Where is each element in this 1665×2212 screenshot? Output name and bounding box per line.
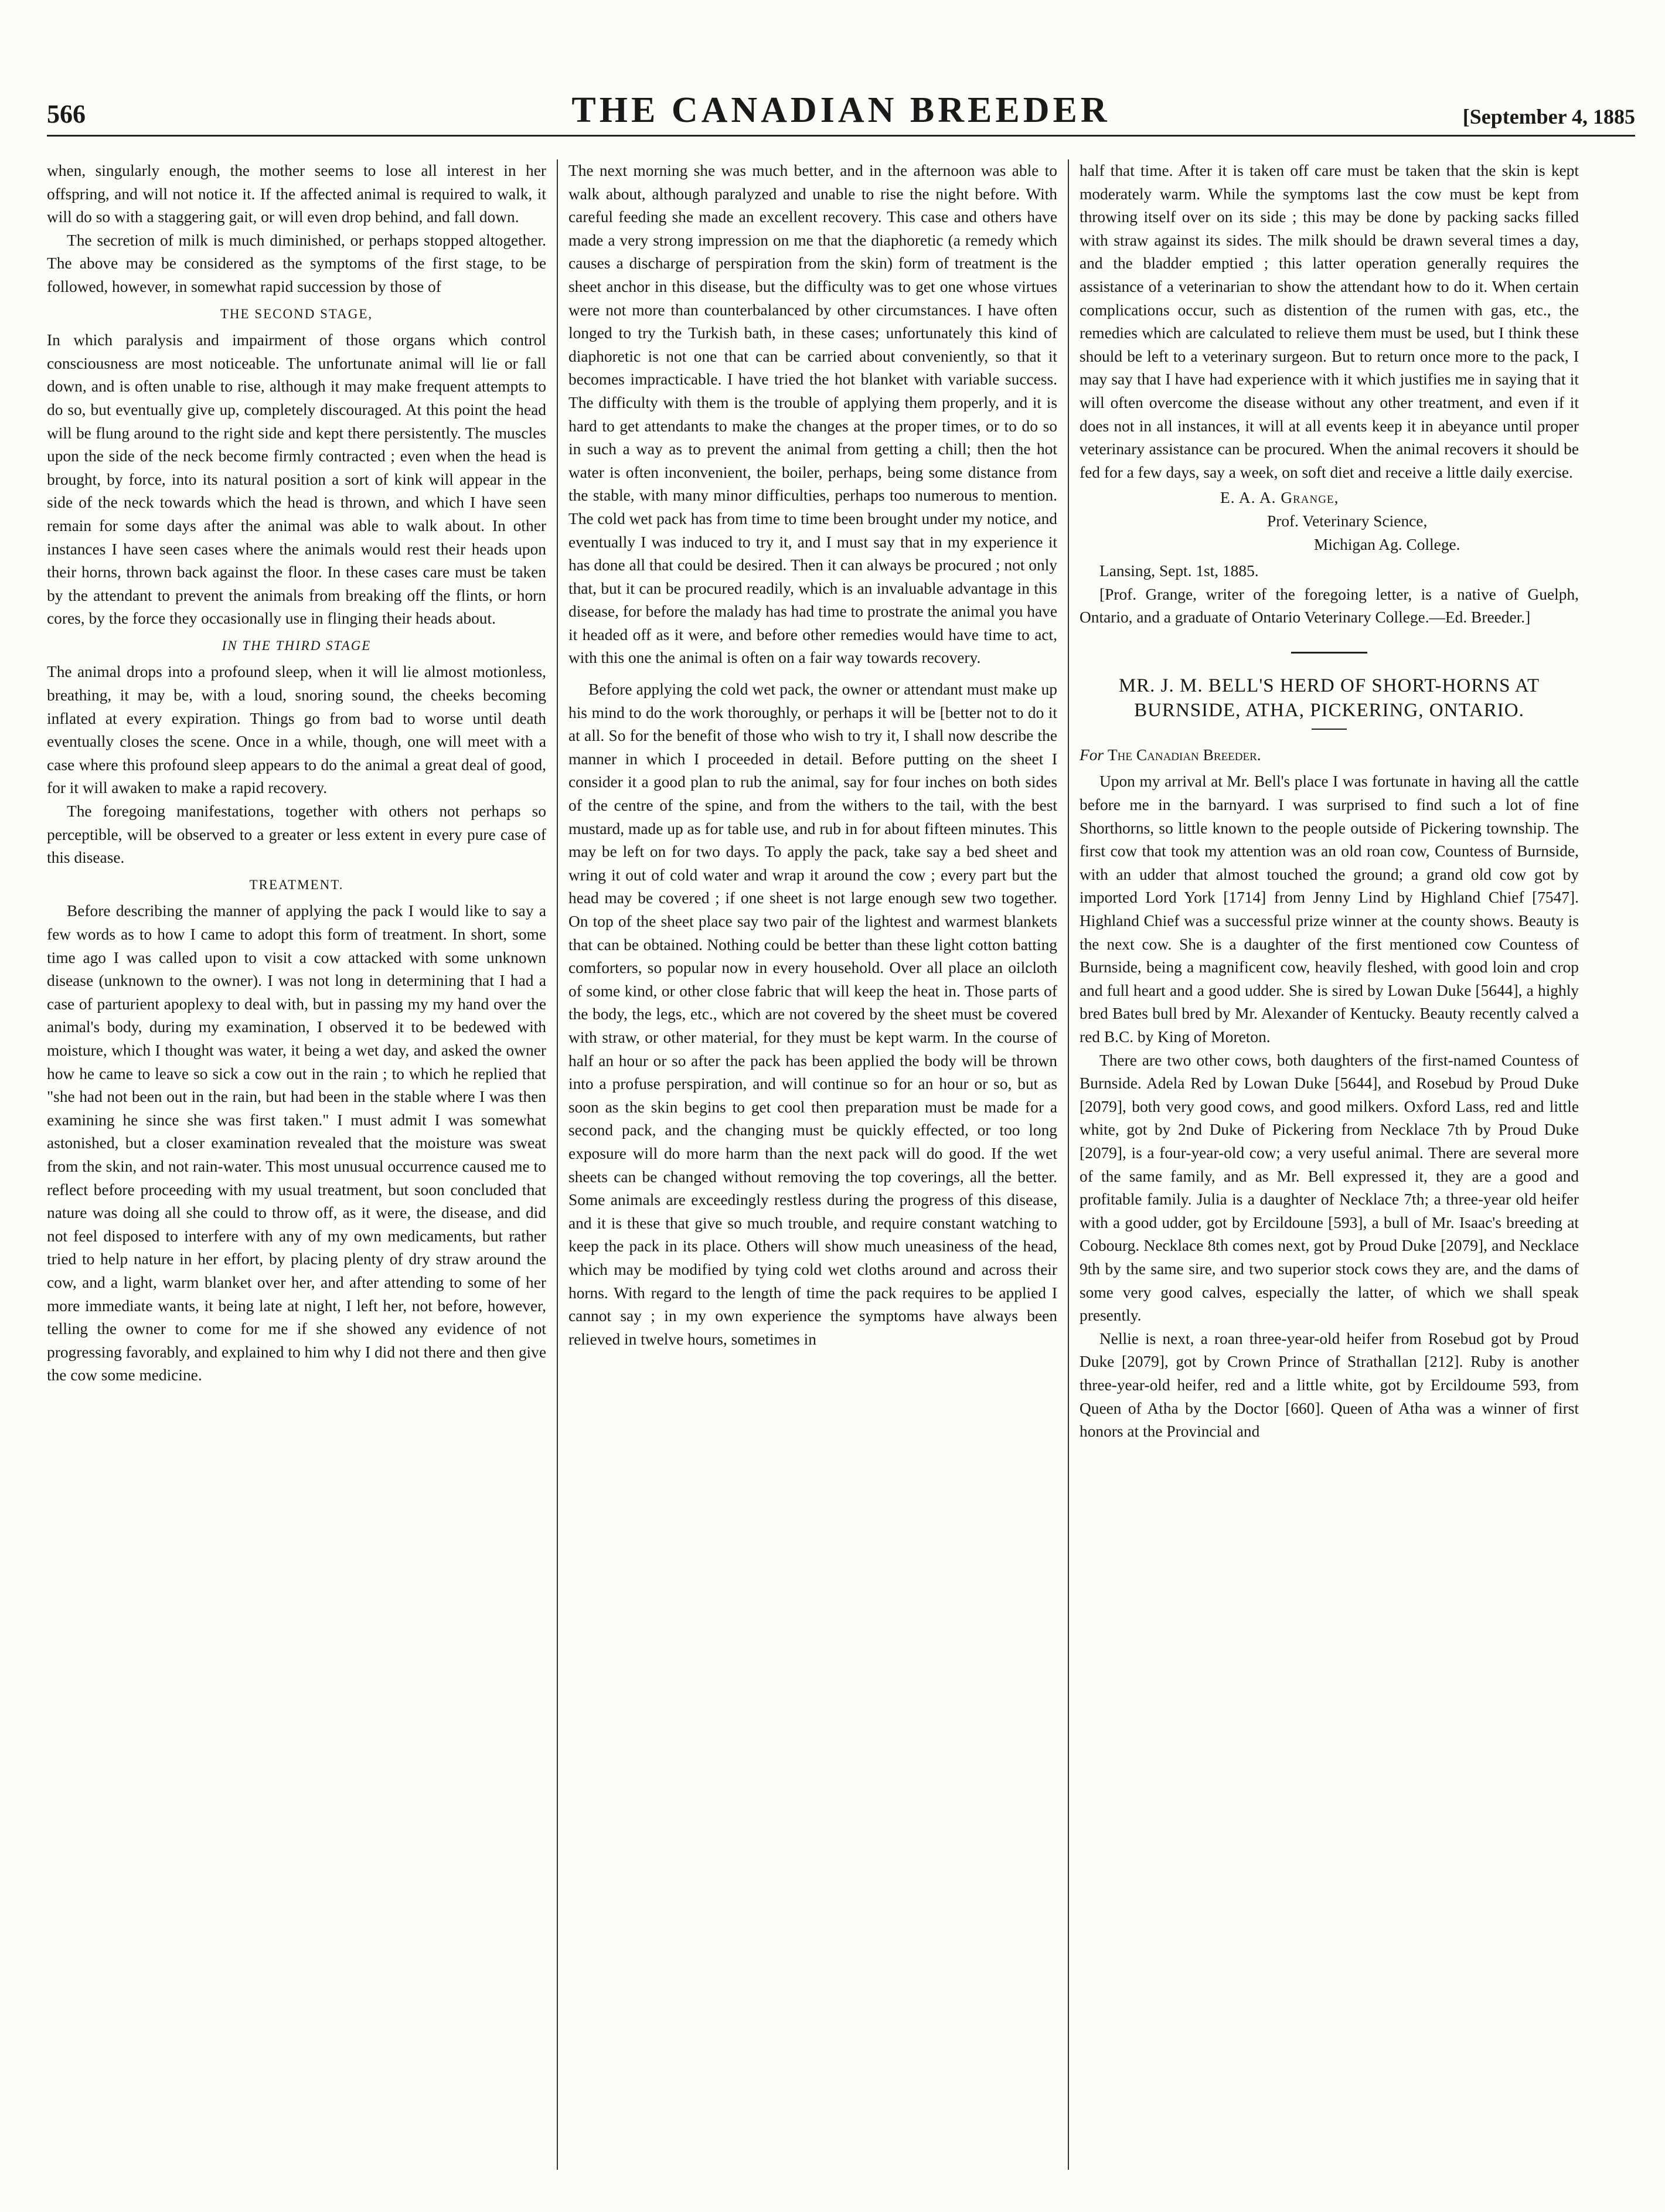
paragraph: Before describing the manner of applying the pack I would like to say a few words as to how I came to adopt this form of treatment. In short, some time ago I was called upon to visit a cow attacked with some unknown disease (unknown to the owner). I was not long in determining that I had a case of parturient apoplexy to deal with, but in passing my my hand over the animal's body, during my examination, I observed it to be bedewed with moisture, which I thought was water, it being a wet day, and asked the owner how he came to leave so sick a cow out in the rain ; to which he replied that "she had not been out in the rain, but had been in the stable where I was then examining he since she was first taken." I must admit I was somewhat astonished, but a closer examination revealed that the moisture was sweat from the skin, and not rain-water. This most unusual occurrence caused me to reflect before proceeding with my usual treatment, but soon concluded that nature was doing all she could to throw off, as it were, the disease, and did not feel disposed to interfere with any of my own medicaments, but rather tried to help nature in her effort, by placing plenty of dry straw around the cow, and a light, warm blanket over her, and after attending to some of her more immediate wants, it being late at night, I left her, not before, however, telling the owner to come for me if she showed any evidence of not progressing favorably, and explained to him why I did not there and then give the cow some medicine. [47,902,546,1384]
section-heading: IN THE THIRD STAGE [222,638,372,653]
author-name: E. A. A. Grange, [1220,489,1339,507]
paragraph: Nellie is next, a roan three-year-old heifer from Rosebud got by Proud Duke [2079], got by Crown Prince of Strathallan [212]. Ruby is another three-year-old heifer, red and a little white, got by Ercildoume 593, from Queen of Atha by the Doctor [660]. Queen of Atha was a winner of first honors at the Provincial and [1080,1329,1579,1441]
paragraph: In which paralysis and impairment of those organs which control consciousness are most noticeable. The unfortunate animal will lie or fall down, and is often unable to rise, although it may make frequent attempts to do so, but eventually give up, completely discouraged. At this point the head will be flung around to the right side and kept there persistently. The muscles upon the side of the neck become firmly contracted ; even when the head is brought, by force, into its natural position a sort of kink will appear in the side of the neck towards which the head is thrown, and which I have seen remain for some days after the animal was able to walk about. In other instances I have seen cases where the animals would rest their heads upon their horns, thrown back against the floor. In these cases care must be taken by the attendant to prevent the animals from breaking off the flints, or horn cores, by the force they occasionally use in flinging their heads about. [47,331,546,628]
column-middle [558,159,1068,2170]
editor-note: [Prof. Grange, writer of the foregoing letter, is a native of Guelph, Ontario, and a graduate of Ontario Veterinary College.—Ed. Breeder.] [1080,585,1579,627]
paragraph: Upon my arrival at Mr. Bell's place I was fortunate in having all the cattle before me in the barnyard. I was surprised to find such a lot of fine Shorthorns, so little known to the people outside of Pickering township. The first cow that took my attention was an old roan cow, Countess of Burnside, with an udder that almost touched the ground; a grand old cow got by imported Lord York [1714] from Jenny Lind by Highland Chief [7547]. Highland Chief was a successful prize winner at the county shows. Beauty is the next cow. She is a daughter of the first mentioned cow Countess of Burnside, being a magnificent cow, heavily fleshed, with good loin and crop and full heart and a good udder. She is sired by Lowan Duke [5644], a highly bred Bates bull bred by Mr. Alexander of Kentucky. Beauty recently calved a red B.C. by King of Moreton. [1080,773,1579,1046]
newspaper-page [47,88,1635,2174]
section-heading: THE SECOND STAGE, [220,306,373,321]
paragraph: There are two other cows, both daughters of the first-named Countess of Burnside. Adela Red by Lowan Duke [5644], and Rosebud by Proud Duke [2079], both very good cows, and good milkers. Oxford Lass, red and little white, got by 2nd Duke of Pickering from Necklace 7th by Proud Duke [2079], is a four-year-old cow; a very useful animal. There are several more of the same family, and as Mr. Bell expressed it, they are a good and profitable family. Julia is a daughter of Necklace 7th; a three-year old heifer with a good udder, got by Ercildoune [593], a bull of Mr. Isaac's breeding at Cobourg. Necklace 8th comes next, got by Proud Duke [2079], and Necklace 9th by the same sire, and two superior stock cows they are, and the dams of some very good calves, especially the latter, of which we shall speak presently. [1080,1051,1579,1325]
paragraph: when, singularly enough, the mother seems to lose all interest in her offspring, and will not notice it. If the affected animal is required to walk, it will do so with a staggering gait, or will even drop behind, and fall down. [47,162,546,226]
byline-publication: The Canadian Breeder. [1107,746,1261,764]
signature-block [1080,486,1579,583]
page-number: 566 [47,100,86,128]
paragraph: The foregoing manifestations, together with others not perhaps so perceptible, will be observed to a greater or less extent in every pure case of this disease. [47,802,546,867]
byline-for: For [1080,746,1104,764]
section-divider [1291,652,1367,654]
byline [1080,744,1579,767]
article-columns [47,159,1635,2170]
author-affiliation: Michigan Ag. College. [1314,535,1460,553]
article-title: MR. J. M. BELL'S HERD OF SHORT-HORNS AT BURNSIDE, ATHA, PICKERING, ONTARIO. [1118,675,1540,721]
masthead [47,88,1635,137]
paragraph: Before applying the cold wet pack, the owner or attendant must make up his mind to do the work thoroughly, or perhaps it will be [better not to do it at all. So for the benefit of those who wish to try it, I shall now describe the manner in which I proceeded in detail. Before putting on the sheet I consider it a good plan to rub the animal, say for four inches on both sides of the centre of the spine, and from the withers to the tail, with the best mustard, made up as for table use, and rub in for about fifteen minutes. This may be left on for two days. To apply the pack, take say a bed sheet and wring it out of cold water and wrap it around the cow ; every part but the head may be covered ; if one sheet is not large enough sew two together. On top of the sheet place say two pair of the lightest and warmest blankets that can be obtained. Nothing could be better than these light cotton batting comforters, so popular now in every household. Over all place an oilcloth of some kind, or other close fabric that will keep the heat in. Those parts of the body, the legs, etc., which are not covered by the sheet must be covered with straw, or other material, for they must be kept warm. In the course of half an hour or so after the pack has been applied the body will be thrown into a profuse perspiration, and will continue so for an hour or so, but as soon as the skin begins to get cool then preparation must be made for a second pack, and the changing must be quickly effected, or too long exposure will do more harm than the next pack will do good. If the wet sheets can be changed without removing the top coverings, all the better. Some animals are exceedingly restless during the progress of this disease, and it is these that give so much trouble, and require constant watching to keep the pack in its place. Others will show much uneasiness of the head, which may be modified by tying cold wet cloths around and across their horns. With regard to the length of time the pack requires to be applied I cannot say ; in my own experience the symptoms have always been relieved in twelve hours, sometimes in [568,680,1057,1348]
paragraph: half that time. After it is taken off care must be taken that the skin is kept moderately warm. While the symptoms last the cow must be kept from throwing itself over on its side ; this may be done by packing sacks filled with straw against its sides. The milk should be drawn several times a day, and the bladder emptied ; this latter operation generally requires the assistance of a veterinarian to show the attendant how to do it. When certain complications occur, such as distention of the rumen with gas, etc., the remedies which are calculated to relieve them must be used, but I think these should be left to a veterinary surgeon. But to return once more to the pack, I may say that I have had experience with it which justifies me in saying that it will often overcome the disease without any other treatment, and even if it does not in all instances, it will at all events keep it in abeyance until proper veterinary assistance can be procured. When the animal recovers it should be fed for a few days, say a week, on soft diet and receive a little daily exercise. [1080,162,1579,481]
title-rule [1312,729,1347,730]
paragraph: The animal drops into a profound sleep, when it will lie almost motionless, breathing, it may be, with a loud, snoring sound, the cheeks becoming inflated at every expiration. Things go from bad to worse until death eventually closes the scene. Once in a while, though, one will meet with a case where this profound sleep appears to do the animal a great deal of good, for it will awaken to make a rapid recovery. [47,663,546,797]
place-date: Lansing, Sept. 1st, 1885. [1099,562,1259,580]
column-left [47,159,557,2170]
author-title: Prof. Veterinary Science, [1267,512,1428,530]
paragraph: The next morning she was much better, and in the afternoon was able to walk about, although paralyzed and unable to rise the night before. With careful feeding she made an excellent recovery. This case and others have made a very strong impression on me that the diaphoretic (a remedy which causes a discharge of perspiration from the skin) form of treatment is the sheet anchor in this disease, but the difficulty was to get one whose virtues were not more than counterbalanced by other circumstances. I have often longed to try the Turkish bath, in these cases; unfortunately this kind of diaphoretic is not one that can be carried about conveniently, so that it becomes impracticable. I have tried the hot blanket with variable success. The difficulty with them is the trouble of applying them properly, and it is hard to get attendants to make the changes at the proper times, or to do so in such a way as to prevent the animal from getting a chill; then the hot water is often inconvenient, the boiler, perhaps, being some distance from the stable, with many minor difficulties, perhaps too numerous to mention. The cold wet pack has from time to time been brought under my notice, and eventually I was induced to try it, and I must say that in my experience it has done all that could be desired. Then it can always be procured ; not only that, but it can be procured readily, which is an invaluable advantage in this disease, for before the malady has had time to prostrate the animal you have it headed off as it were, and before other remedies would have time to act, with this one the animal is often on a fair way towards recovery. [568,162,1057,667]
column-right [1069,159,1579,2170]
issue-date: [September 4, 1885 [1462,105,1635,128]
section-heading: TREATMENT. [249,877,344,892]
paragraph: The secretion of milk is much diminished, or perhaps stopped altogether. The above may be considered as the symptoms of the first stage, to be followed, however, in somewhat rapid succession by those of [47,231,546,295]
journal-title: THE CANADIAN BREEDER [571,90,1111,130]
